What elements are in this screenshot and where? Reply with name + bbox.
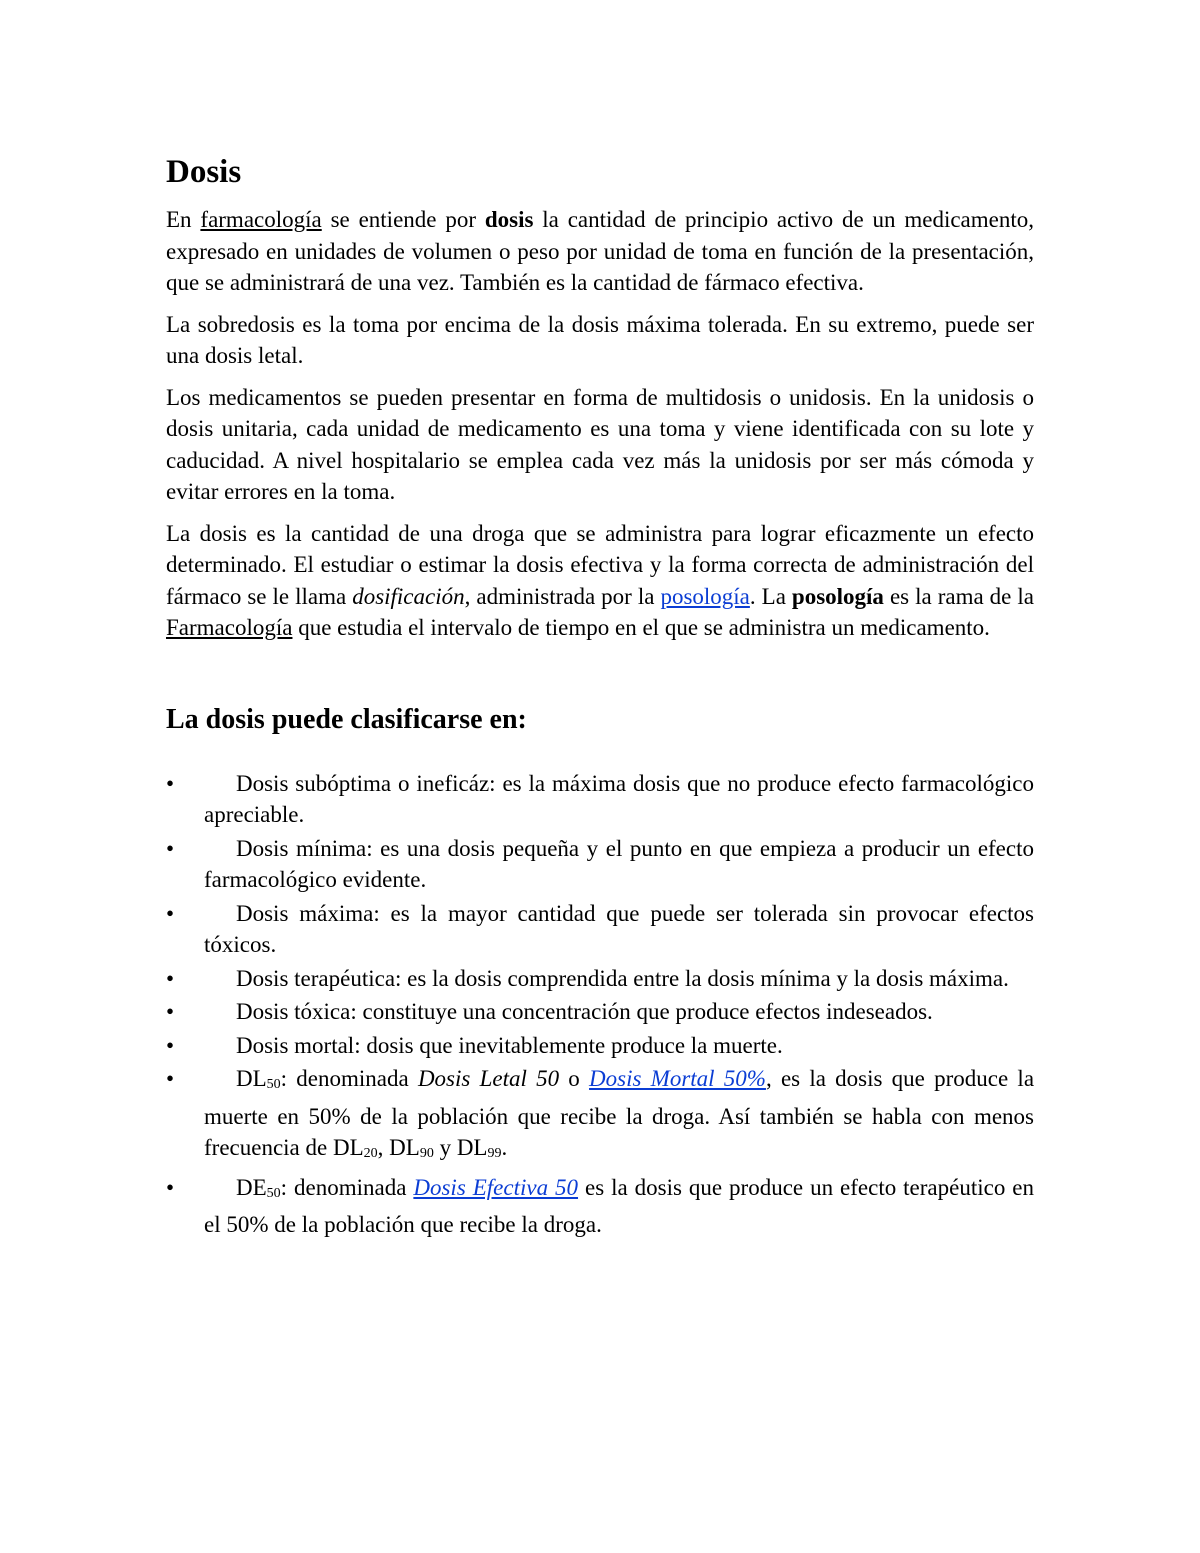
text-segment: es la dosis que produce un efecto terapéutico en el 50% de la población que recibe la droga. bbox=[204, 1174, 1034, 1237]
text-segment: , bbox=[377, 1135, 390, 1160]
list-item bbox=[166, 1172, 1034, 1241]
list-item bbox=[166, 963, 1034, 995]
list-item-text: Dosis tóxica: constituye una concentración que produce efectos indeseados. bbox=[236, 999, 933, 1024]
list-item bbox=[166, 1030, 1034, 1062]
list-item bbox=[166, 768, 1034, 831]
text-segment: la cantidad de principio activo de un medicamento, expresado en unidades de volumen o peso por unidad de toma en función de la presentación, que se administrará de una vez. También es la cantidad de fármaco efectiva. bbox=[166, 207, 1034, 295]
list-item-text: Dosis terapéutica: es la dosis comprendida entre la dosis mínima y la dosis máxima. bbox=[236, 965, 1009, 991]
text-segment: : denominada bbox=[280, 1066, 418, 1091]
text-segment: y bbox=[433, 1135, 457, 1160]
bullet-icon: • bbox=[166, 999, 175, 1024]
list-item bbox=[166, 833, 1034, 896]
bullet-icon: • bbox=[166, 1032, 175, 1058]
bullet-icon: • bbox=[166, 965, 175, 991]
italic-dosis-letal: Dosis Letal 50 bbox=[417, 1066, 560, 1091]
text-segment: . bbox=[501, 1135, 508, 1160]
text-segment: . La bbox=[749, 583, 792, 609]
paragraph-definition bbox=[166, 204, 1034, 299]
dose-classification-list bbox=[166, 768, 1034, 1241]
section-heading: La dosis puede clasificarse en: bbox=[166, 703, 527, 735]
link-posologia[interactable]: posología bbox=[660, 583, 750, 609]
bullet-icon: • bbox=[166, 900, 175, 926]
list-item-text: Dosis mortal: dosis que inevitablemente produce la muerte. bbox=[236, 1032, 783, 1058]
link-farmacologia-2[interactable]: Farmacología bbox=[166, 615, 293, 640]
dl20-subscript: 20 bbox=[363, 1146, 378, 1161]
list-item-text: Dosis subóptima o ineficáz: es la máxima dosis que no produce efecto farmacológico apreciable. bbox=[204, 770, 1034, 827]
dl20-label: DL bbox=[332, 1135, 364, 1160]
text-segment: : denominada bbox=[280, 1174, 414, 1200]
link-dosis-efectiva[interactable]: Dosis Efectiva 50 bbox=[413, 1174, 579, 1200]
text-segment: se entiende por bbox=[321, 207, 485, 232]
de-subscript: 50 bbox=[266, 1185, 281, 1201]
dl-subscript: 50 bbox=[266, 1077, 281, 1092]
list-item-text bbox=[204, 1175, 1034, 1238]
dl90-label: DL bbox=[389, 1135, 420, 1160]
bold-dosis: dosis bbox=[484, 207, 534, 232]
bullet-icon: • bbox=[166, 1066, 175, 1091]
list-item-text: Dosis mínima: es una dosis pequeña y el punto en que empieza a producir un efecto farmacológico evidente. bbox=[204, 835, 1034, 892]
de-label: DE bbox=[236, 1174, 267, 1200]
bullet-icon: • bbox=[166, 770, 175, 796]
italic-dosificacion: dosificación bbox=[352, 583, 465, 609]
list-item bbox=[166, 898, 1034, 961]
list-item-text: Dosis máxima: es la mayor cantidad que puede ser tolerada sin provocar efectos tóxicos. bbox=[204, 900, 1034, 957]
text-segment: , es la dosis que produce la muerte en 50% de la población que recibe la droga. Así también se habla con menos frecuencia de bbox=[204, 1066, 1035, 1160]
text-segment: o bbox=[559, 1066, 590, 1091]
text-segment: En bbox=[166, 207, 201, 232]
dl99-subscript: 99 bbox=[487, 1146, 502, 1161]
text-segment: es la rama de la bbox=[883, 583, 1034, 609]
bullet-icon: • bbox=[166, 835, 175, 861]
paragraph-sobredosis: La sobredosis es la toma por encima de la dosis máxima tolerada. En su extremo, puede ser una dosis letal. bbox=[166, 311, 1034, 368]
list-item-text bbox=[204, 1066, 1034, 1160]
page-title: Dosis bbox=[166, 154, 242, 190]
link-farmacologia[interactable]: farmacología bbox=[200, 207, 322, 232]
dl-label: DL bbox=[236, 1066, 267, 1091]
text-segment: , administrada por la bbox=[464, 583, 661, 609]
paragraph-multidosis: Los medicamentos se pueden presentar en forma de multidosis o unidosis. En la unidosis o dosis unitaria, cada unidad de medicamento es una toma y viene identificada con su lote y caducidad. A nivel hospitalario se emplea cada vez más la unidosis por ser más cómoda y evitar errores en la toma. bbox=[166, 384, 1034, 504]
document-page bbox=[166, 150, 1034, 1243]
dl99-label: DL bbox=[456, 1135, 488, 1160]
bullet-icon: • bbox=[166, 1174, 175, 1200]
paragraph-dosificacion bbox=[166, 518, 1034, 644]
text-segment: que estudia el intervalo de tiempo en el que se administra un medicamento. bbox=[292, 615, 990, 640]
bold-posologia: posología bbox=[791, 583, 884, 609]
text-segment: La dosis es la cantidad de una droga que se administra para lograr eficazmente un efecto determinado. El estudiar o estimar la dosis efectiva y la forma correcta de administración del fármaco se le llama bbox=[166, 520, 1034, 609]
list-item bbox=[166, 996, 1034, 1028]
list-item bbox=[166, 1063, 1034, 1170]
dl90-subscript: 90 bbox=[419, 1146, 434, 1161]
link-dosis-mortal[interactable]: Dosis Mortal 50% bbox=[589, 1066, 766, 1091]
